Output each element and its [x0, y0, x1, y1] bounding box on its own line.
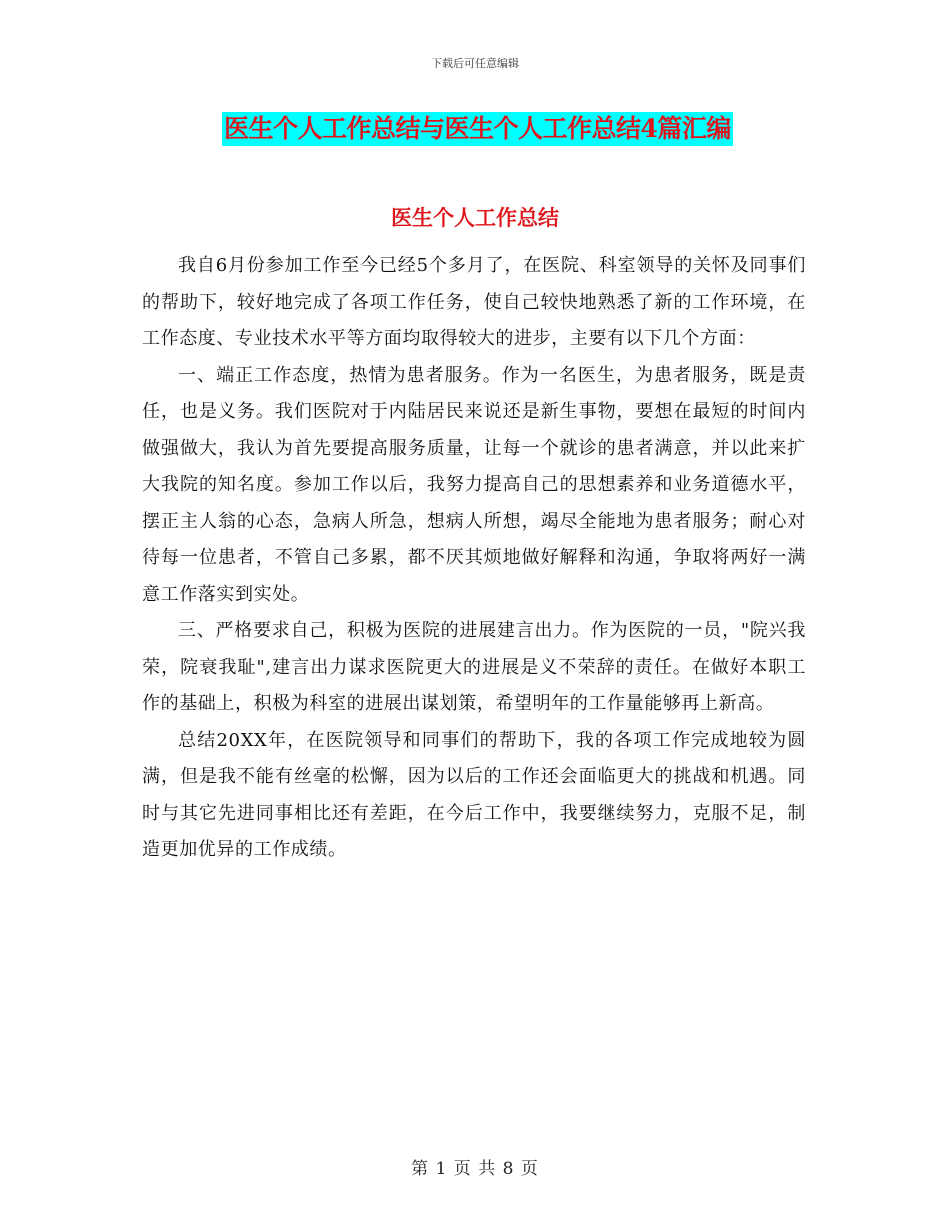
- paragraph-summary: 总结20XX年，在医院领导和同事们的帮助下，我的各项工作完成地较为圆满，但是我不能有丝毫的松懈，因为以后的工作还会面临更大的挑战和机遇。同时与其它先进同事相比还有差距，在今后工作中，我要继续努力，克服不足，制造更加优异的工作成绩。: [142, 729, 806, 860]
- paragraph-attitude: 一、端正工作态度，热情为患者服务。作为一名医生，为患者服务，既是责任，也是义务。我们医院对于内陆居民来说还是新生事物，要想在最短的时间内做强做大，我认为首先要提高服务质量，让每一个就诊的患者满意，并以此来扩大我院的知名度。参加工作以后，我努力提高自己的思想素养和业务道德水平，摆正主人翁的心态，急病人所急，想病人所想，竭尽全能地为患者服务；耐心对待每一位患者，不管自己多累，都不厌其烦地做好解释和沟通，争取将两好一满意工作落实到实处。: [142, 364, 806, 605]
- paragraph-intro: 我自6月份参加工作至今已经5个多月了，在医院、科室领导的关怀及同事们的帮助下，较好地完成了各项工作任务，使自己较快地熟悉了新的工作环境，在工作态度、专业技术水平等方面均取得较大的进步，主要有以下几个方面：: [142, 255, 806, 349]
- document-title: 医生个人工作总结与医生个人工作总结4篇汇编: [222, 112, 733, 146]
- page-number: 第 1 页 共 8 页: [411, 1159, 539, 1179]
- header-note: 下载后可任意编辑: [431, 57, 519, 70]
- document-body: [142, 248, 806, 869]
- section-title: 医生个人工作总结: [391, 205, 559, 230]
- paragraph-requirements: 三、严格要求自己，积极为医院的进展建言出力。作为医院的一员，"院兴我荣，院衰我耻",建言出力谋求医院更大的进展是义不荣辞的责任。在做好本职工作的基础上，积极为科室的进展出谋划策，希望明年的工作量能够再上新高。: [142, 620, 806, 714]
